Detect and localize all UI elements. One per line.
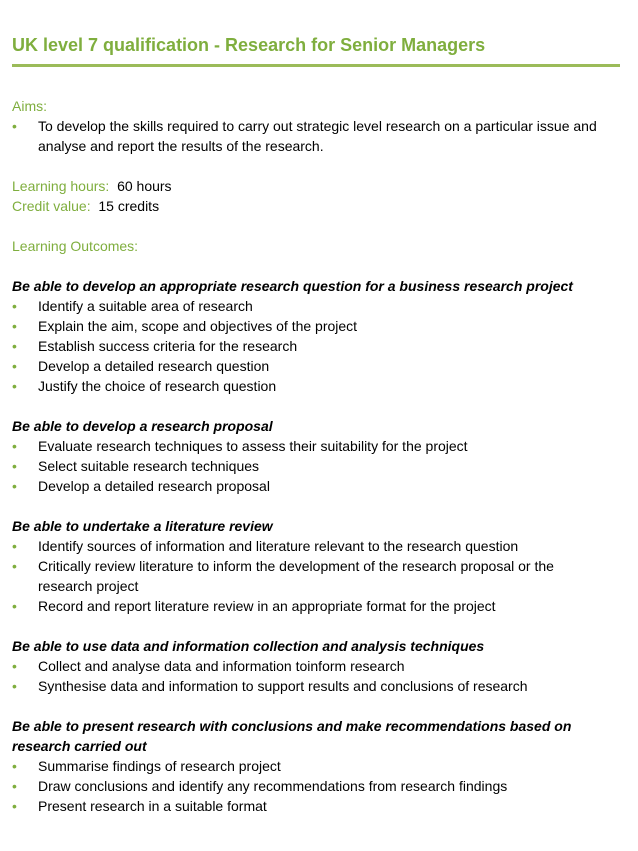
bullet-icon: • [12, 338, 17, 354]
list-item-text: Critically review literature to inform the development of the research proposal or the research project [38, 558, 554, 594]
bullet-icon: • [12, 478, 17, 494]
bullet-icon: • [12, 798, 17, 814]
outcome-heading: Be able to develop a research proposal [12, 418, 273, 434]
list-item-text: Synthesise data and information to support results and conclusions of research [38, 678, 528, 694]
list-item-text: Record and report literature review in an appropriate format for the project [38, 598, 496, 614]
list-item-text: Summarise findings of research project [38, 758, 281, 774]
outcome-criteria-list [12, 296, 612, 396]
credit-value-row [12, 196, 612, 216]
bullet-icon: • [12, 558, 17, 574]
list-item [12, 776, 612, 796]
list-item [12, 456, 612, 476]
bullet-icon: • [12, 378, 17, 394]
bullet-icon: • [12, 358, 17, 374]
list-item [12, 376, 612, 396]
list-item-text: Develop a detailed research proposal [38, 478, 270, 494]
aims-text: To develop the skills required to carry out strategic level research on a particular issue and analyse and report the results of the research. [38, 118, 597, 154]
outcome-criteria-list [12, 656, 612, 696]
list-item [12, 656, 612, 676]
credit-value-label: Credit value: [12, 198, 91, 214]
learning-hours-row [12, 176, 612, 196]
list-item [12, 756, 612, 776]
aims-label: Aims: [12, 98, 47, 114]
list-item-text: Identify sources of information and literature relevant to the research question [38, 538, 519, 554]
list-item [12, 336, 612, 356]
list-item [12, 356, 612, 376]
title-divider [12, 64, 620, 67]
learning-outcomes-label: Learning Outcomes: [12, 238, 139, 254]
bullet-icon: • [12, 758, 17, 774]
list-item [12, 556, 612, 596]
bullet-icon: • [12, 778, 17, 794]
outcome-criteria-list [12, 756, 612, 816]
bullet-icon: • [12, 318, 17, 334]
bullet-icon: • [12, 538, 17, 554]
list-item-text: Justify the choice of research question [38, 378, 277, 394]
outcome-heading: Be able to present research with conclusions and make recommendations based on research carried out [12, 718, 572, 754]
list-item-text: Present research in a suitable format [38, 798, 267, 814]
learning-hours-label: Learning hours: [12, 178, 110, 194]
list-item-text: Establish success criteria for the research [38, 338, 298, 354]
list-item [12, 476, 612, 496]
credit-value-value: 15 credits [98, 198, 160, 214]
aims-list [12, 116, 612, 156]
outcome-heading: Be able to develop an appropriate research question for a business research project [12, 278, 573, 294]
outcome-sections [12, 256, 612, 816]
outcome-criteria-list [12, 536, 612, 616]
bullet-icon: • [12, 678, 17, 694]
list-item-text: Collect and analyse data and information toinform research [38, 658, 405, 674]
list-item-text: Explain the aim, scope and objectives of the project [38, 318, 358, 334]
list-item-text: Select suitable research techniques [38, 458, 260, 474]
list-item [12, 596, 612, 616]
page-title: UK level 7 qualification - Research for Senior Managers [12, 35, 486, 55]
aims-item [12, 116, 612, 156]
bullet-icon: • [12, 458, 17, 474]
bullet-icon: • [12, 118, 17, 134]
bullet-icon: • [12, 298, 17, 314]
list-item-text: Develop a detailed research question [38, 358, 270, 374]
outcome-criteria-list [12, 436, 612, 496]
learning-hours-value: 60 hours [117, 178, 172, 194]
list-item-text: Draw conclusions and identify any recommendations from research findings [38, 778, 508, 794]
list-item [12, 316, 612, 336]
list-item [12, 436, 612, 456]
bullet-icon: • [12, 438, 17, 454]
bullet-icon: • [12, 658, 17, 674]
bullet-icon: • [12, 598, 17, 614]
list-item-text: Identify a suitable area of research [38, 298, 253, 314]
list-item-text: Evaluate research techniques to assess their suitability for the project [38, 438, 468, 454]
list-item [12, 296, 612, 316]
outcome-heading: Be able to undertake a literature review [12, 518, 273, 534]
list-item [12, 676, 612, 696]
list-item [12, 796, 612, 816]
outcome-heading: Be able to use data and information collection and analysis techniques [12, 638, 485, 654]
list-item [12, 536, 612, 556]
document-body [12, 96, 612, 816]
